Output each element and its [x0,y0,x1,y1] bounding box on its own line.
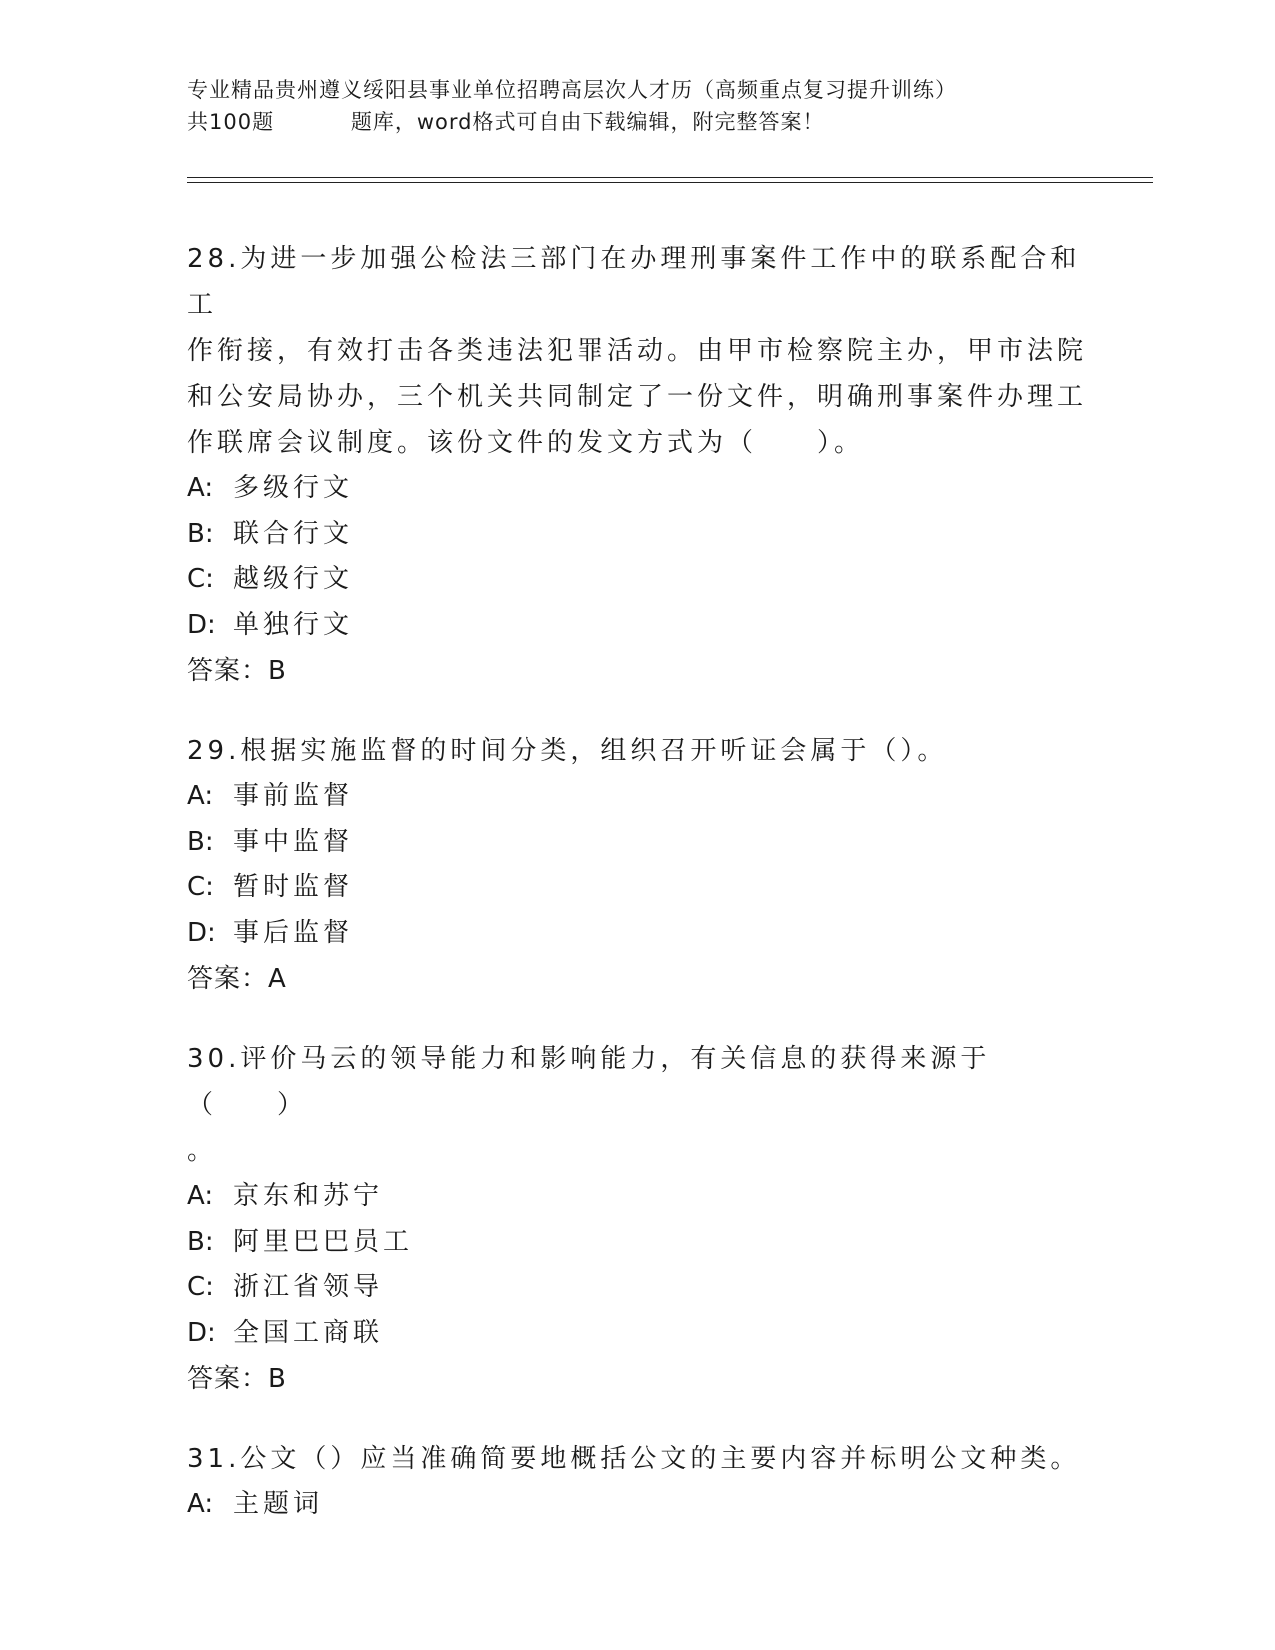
option-a [187,1482,1087,1528]
option-letter: D: [187,917,216,948]
option-c [187,1265,1087,1311]
stem-line: 。 [187,1136,218,1166]
option-letter: C: [187,1272,214,1302]
option-text: 多级行文 [233,473,354,503]
option-text: 单独行文 [233,609,354,640]
option-c [187,865,1087,911]
stem-line: 31.公文（）应当准确简要地概括公文的主要内容并标明公文种类。 [187,1444,1081,1474]
stem-line: 和公安局协办，三个机关共同制定了一份文件，明确刑事案件办理工 [187,382,1088,412]
option-letter: A: [187,781,214,811]
option-letter: C: [187,872,214,902]
answer-line: 答案：B [187,1364,287,1394]
option-text: 主题词 [233,1489,324,1519]
option-letter: A: [187,473,214,503]
option-b [187,1220,1087,1266]
option-letter: D: [187,609,216,640]
option-letter: A: [187,1181,214,1211]
option-a [187,466,1087,512]
option-text: 暂时监督 [233,872,354,902]
question-29 [187,728,1087,1002]
option-text: 事后监督 [233,917,354,948]
option-text: 京东和苏宁 [233,1181,384,1211]
option-text: 事前监督 [233,781,354,811]
stem-line: 作衔接，有效打击各类违法犯罪活动。由甲市检察院主办，甲市法院 [187,336,1088,366]
option-letter: D: [187,1317,216,1348]
header-title-line: 专业精品贵州遵义绥阳县事业单位招聘高层次人才历（高频重点复习提升训练） [187,78,957,102]
header-rule-top [187,177,1153,178]
option-text: 越级行文 [233,564,354,594]
stem-line: 30.评价马云的领导能力和影响能力，有关信息的获得来源于（ ） [187,1044,991,1120]
question-30 [187,1036,1087,1402]
option-a [187,774,1087,820]
question-stem [187,1036,1087,1174]
option-letter: B: [187,1226,214,1257]
option-letter: A: [187,1489,214,1519]
question-31 [187,1436,1087,1528]
option-c [187,557,1087,603]
option-b [187,820,1087,866]
header-rule-bottom [187,182,1153,183]
stem-line: 29.根据实施监督的时间分类，组织召开听证会属于（）。 [187,736,948,766]
question-28 [187,236,1087,694]
question-stem [187,236,1087,466]
header-subtitle-line: 共100题 题库，word格式可自由下载编辑，附完整答案！ [187,110,825,134]
option-d [187,911,1087,957]
option-d [187,603,1087,649]
option-text: 浙江省领导 [233,1272,384,1302]
question-stem [187,728,1087,774]
stem-line: 作联席会议制度。该份文件的发文方式为（ ）。 [187,428,865,458]
option-b [187,512,1087,558]
stem-line: 28.为进一步加强公检法三部门在办理刑事案件工作中的联系配合和工 [187,244,1081,320]
document-header [187,74,1087,138]
question-list [187,236,1087,1562]
option-text: 事中监督 [233,826,354,857]
answer-line: 答案：B [187,656,287,686]
option-letter: B: [187,518,214,549]
option-a [187,1174,1087,1220]
option-text: 联合行文 [233,518,354,549]
option-letter: B: [187,826,214,857]
question-stem [187,1436,1087,1482]
answer-line: 答案：A [187,964,287,994]
option-text: 阿里巴巴员工 [233,1226,414,1257]
option-letter: C: [187,564,214,594]
option-text: 全国工商联 [233,1317,384,1348]
option-d [187,1311,1087,1357]
